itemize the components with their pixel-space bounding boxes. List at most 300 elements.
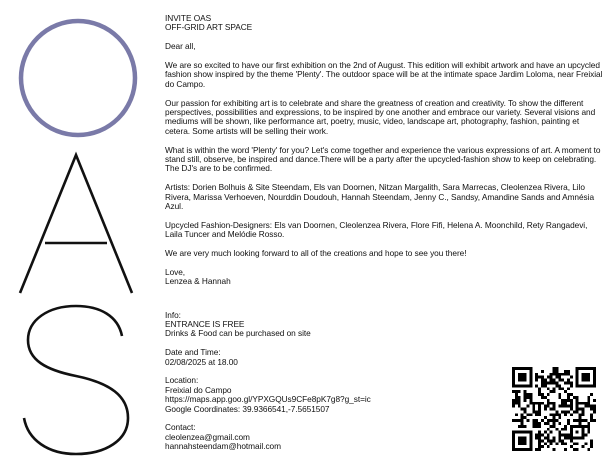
qr-module (515, 396, 518, 399)
qr-module (529, 370, 532, 373)
qr-module (541, 396, 544, 399)
qr-module (582, 373, 585, 376)
qr-module (524, 425, 527, 428)
qr-module (547, 387, 550, 390)
logo-s-stroke (24, 306, 128, 454)
qr-module (538, 402, 541, 405)
qr-module (547, 437, 550, 440)
qr-module (512, 390, 515, 393)
qr-module (529, 434, 532, 437)
qr-module (544, 416, 547, 419)
qr-module (590, 413, 593, 416)
logo-a-stroke (20, 155, 132, 293)
qr-module (521, 408, 524, 411)
qr-module (584, 384, 587, 387)
qr-module (558, 396, 561, 399)
qr-module (570, 434, 573, 437)
qr-module (524, 416, 527, 419)
qr-module (518, 431, 521, 434)
qr-module (576, 431, 579, 434)
qr-module (555, 370, 558, 373)
qr-module (570, 413, 573, 416)
qr-module (558, 373, 561, 376)
qr-module (521, 442, 524, 445)
qr-module (529, 381, 532, 384)
paragraph-designers: Upcycled Fashion-Designers: Els van Doornen, Cleolenzea Rivera, Flore Fifi, Helena A. Moonchild, Rety Rangadevi, Laila Tuncer and Melódie Rosso. (165, 219, 590, 240)
qr-module (512, 419, 515, 422)
qr-module (570, 428, 573, 431)
signature: Lenzea & Hannah (165, 276, 231, 287)
qr-module (526, 393, 529, 396)
qr-module (541, 445, 544, 448)
qr-module (535, 373, 538, 376)
qr-module (582, 379, 585, 382)
signoff (165, 268, 605, 287)
qr-module (541, 402, 544, 405)
qr-module (570, 405, 573, 408)
qr-module (524, 439, 527, 442)
invitation-header (165, 14, 605, 33)
qr-module (553, 425, 556, 428)
contact-email-1[interactable]: cleolenzea@gmail.com (165, 431, 250, 442)
qr-module (512, 384, 515, 387)
qr-module (521, 422, 524, 425)
qr-module (558, 393, 561, 396)
qr-module (561, 399, 564, 402)
qr-module (564, 405, 567, 408)
qr-module (561, 387, 564, 390)
qr-module (576, 376, 579, 379)
qr-module (567, 434, 570, 437)
qr-module (518, 399, 521, 402)
qr-module (582, 434, 585, 437)
qr-module (544, 431, 547, 434)
qr-module (550, 390, 553, 393)
qr-module (524, 408, 527, 411)
qr-module (521, 437, 524, 440)
qr-module (558, 384, 561, 387)
qr-module (582, 445, 585, 448)
qr-module (558, 439, 561, 442)
qr-module (535, 376, 538, 379)
invitation-subtitle: OFF-GRID ART SPACE (165, 22, 253, 33)
qr-module (538, 405, 541, 408)
qr-module (561, 439, 564, 442)
qr-module (564, 437, 567, 440)
qr-module (541, 381, 544, 384)
qr-module (532, 408, 535, 411)
qr-module (584, 405, 587, 408)
qr-module (529, 399, 532, 402)
qr-module (512, 373, 515, 376)
qr-module (524, 399, 527, 402)
qr-module (555, 413, 558, 416)
qr-module (564, 434, 567, 437)
qr-module (515, 367, 518, 370)
qr-module (593, 373, 596, 376)
qr-module (576, 437, 579, 440)
qr-module (576, 370, 579, 373)
qr-module (582, 384, 585, 387)
food-text: Drinks & Food can be purchased on site (165, 328, 311, 339)
qr-module (524, 396, 527, 399)
qr-module (555, 428, 558, 431)
qr-module (544, 437, 547, 440)
qr-module (579, 402, 582, 405)
qr-module (547, 439, 550, 442)
qr-module (538, 422, 541, 425)
qr-module (524, 367, 527, 370)
qr-module (587, 448, 590, 451)
qr-module (590, 405, 593, 408)
qr-module (561, 373, 564, 376)
qr-module (529, 373, 532, 376)
qr-module (521, 367, 524, 370)
qr-module (576, 410, 579, 413)
qr-module (544, 381, 547, 384)
qr-module (584, 376, 587, 379)
qr-module (524, 390, 527, 393)
qr-module (526, 419, 529, 422)
qr-module (584, 425, 587, 428)
qr-module (529, 384, 532, 387)
qr-module (535, 448, 538, 451)
qr-module (538, 410, 541, 413)
qr-module (550, 376, 553, 379)
qr-module (518, 437, 521, 440)
qr-module (526, 431, 529, 434)
qr-module (555, 367, 558, 370)
qr-module (541, 384, 544, 387)
qr-module (550, 442, 553, 445)
qr-module (558, 416, 561, 419)
qr-module (553, 416, 556, 419)
qr-module (512, 405, 515, 408)
qr-module (529, 393, 532, 396)
qr-module (512, 399, 515, 402)
qr-module (538, 445, 541, 448)
invitation-title: INVITE OAS (165, 13, 212, 23)
paragraph-closing-note: We are very much looking forward to all of the creations and hope to see you there! (165, 248, 467, 259)
qr-module (570, 437, 573, 440)
qr-module (518, 405, 521, 408)
qr-module (567, 393, 570, 396)
paragraph-passion: Our passion for exhibiting art is to celebrate and share the greatness of creation and creativity. To show the different perspectives, possibilities and expressions, to be inspired by one another and embrace our variety. Several visions and mediums will be shown, like performance art, poetry, music, video, landscape art, photography, fashion, painting et cetera. Some artists will be selling their work. (165, 97, 598, 136)
qr-module (567, 405, 570, 408)
qr-module (584, 419, 587, 422)
qr-module (524, 442, 527, 445)
qr-module (515, 402, 518, 405)
qr-code-icon[interactable] (512, 367, 596, 451)
qr-module (576, 402, 579, 405)
qr-module (547, 402, 550, 405)
qr-module (579, 425, 582, 428)
qr-module (553, 373, 556, 376)
qr-module (529, 396, 532, 399)
qr-module (564, 370, 567, 373)
qr-module (526, 413, 529, 416)
qr-module (570, 381, 573, 384)
qr-module (550, 431, 553, 434)
qr-module (544, 379, 547, 382)
qr-module (587, 431, 590, 434)
qr-module (538, 390, 541, 393)
qr-module (547, 445, 550, 448)
qr-module (547, 399, 550, 402)
qr-module (515, 393, 518, 396)
qr-module (570, 384, 573, 387)
qr-module (564, 390, 567, 393)
qr-module (593, 408, 596, 411)
qr-module (582, 408, 585, 411)
qr-module (512, 381, 515, 384)
datetime-value: 02/08/2025 at 18.00 (165, 356, 238, 367)
qr-module (547, 376, 550, 379)
qr-module (512, 448, 515, 451)
qr-module (538, 387, 541, 390)
qr-module (587, 405, 590, 408)
qr-module (593, 370, 596, 373)
qr-module (515, 448, 518, 451)
qr-module (584, 367, 587, 370)
qr-module (518, 439, 521, 442)
qr-module (590, 439, 593, 442)
qr-module (547, 422, 550, 425)
qr-module (535, 437, 538, 440)
qr-module (555, 419, 558, 422)
qr-module (558, 405, 561, 408)
qr-module (593, 367, 596, 370)
qr-module (521, 376, 524, 379)
qr-module (579, 413, 582, 416)
qr-module (532, 402, 535, 405)
qr-module (547, 381, 550, 384)
qr-module (555, 410, 558, 413)
qr-module (553, 408, 556, 411)
closing-word: Love, (165, 266, 186, 277)
qr-module (518, 376, 521, 379)
qr-module (544, 442, 547, 445)
qr-module (521, 448, 524, 451)
qr-module (535, 384, 538, 387)
qr-module (590, 384, 593, 387)
qr-module (564, 425, 567, 428)
qr-module (564, 402, 567, 405)
qr-module (555, 373, 558, 376)
qr-module (587, 425, 590, 428)
qr-module (544, 396, 547, 399)
qr-module (584, 379, 587, 382)
qr-module (521, 373, 524, 376)
contact-email-2[interactable]: hannahsteendam@hotmail.com (165, 441, 281, 452)
qr-module (512, 367, 515, 370)
qr-module (570, 431, 573, 434)
qr-module (587, 367, 590, 370)
qr-module (567, 373, 570, 376)
qr-module (582, 410, 585, 413)
qr-module (582, 437, 585, 440)
qr-module (524, 410, 527, 413)
qr-module (587, 376, 590, 379)
qr-module (584, 402, 587, 405)
qr-module (538, 439, 541, 442)
qr-module (538, 376, 541, 379)
qr-module (567, 419, 570, 422)
qr-module (579, 422, 582, 425)
qr-module (524, 393, 527, 396)
qr-module (570, 393, 573, 396)
qr-module (529, 402, 532, 405)
qr-module (521, 425, 524, 428)
qr-module (590, 419, 593, 422)
qr-module (576, 448, 579, 451)
qr-module (582, 402, 585, 405)
qr-module (584, 434, 587, 437)
qr-module (576, 381, 579, 384)
qr-module (518, 402, 521, 405)
qr-module (553, 413, 556, 416)
qr-module (550, 408, 553, 411)
qr-module (550, 379, 553, 382)
qr-module (564, 381, 567, 384)
qr-module (512, 376, 515, 379)
qr-module (590, 393, 593, 396)
qr-module (593, 379, 596, 382)
location-url[interactable]: https://maps.app.goo.gl/YPXGQUs9CFe8pK7g8?g_st=ic (165, 394, 371, 405)
qr-module (553, 367, 556, 370)
qr-module (587, 379, 590, 382)
qr-module (558, 434, 561, 437)
qr-module (529, 431, 532, 434)
qr-module (524, 376, 527, 379)
qr-module (579, 384, 582, 387)
qr-module (579, 367, 582, 370)
qr-module (576, 442, 579, 445)
qr-module (561, 434, 564, 437)
qr-module (570, 425, 573, 428)
qr-module (526, 384, 529, 387)
qr-module (573, 425, 576, 428)
qr-module (576, 425, 579, 428)
qr-module (561, 442, 564, 445)
qr-module (564, 442, 567, 445)
qr-module (567, 370, 570, 373)
qr-module (576, 379, 579, 382)
qr-module (535, 434, 538, 437)
qr-module (535, 413, 538, 416)
qr-module (579, 437, 582, 440)
qr-module (570, 399, 573, 402)
qr-module (526, 367, 529, 370)
qr-module (553, 419, 556, 422)
qr-module (587, 396, 590, 399)
qr-module (593, 405, 596, 408)
qr-module (579, 419, 582, 422)
qr-module (576, 419, 579, 422)
qr-module (553, 390, 556, 393)
qr-module (553, 387, 556, 390)
qr-module (555, 381, 558, 384)
qr-module (524, 431, 527, 434)
qr-module (526, 405, 529, 408)
qr-module (573, 419, 576, 422)
qr-module (593, 384, 596, 387)
location-coordinates: Google Coordinates: 39.9366541,-7.5651507 (165, 403, 330, 414)
qr-module (524, 373, 527, 376)
qr-module (582, 413, 585, 416)
qr-module (550, 413, 553, 416)
qr-module (561, 402, 564, 405)
qr-module (564, 399, 567, 402)
qr-module (553, 422, 556, 425)
qr-module (512, 445, 515, 448)
qr-module (547, 419, 550, 422)
qr-module (535, 379, 538, 382)
qr-module (532, 422, 535, 425)
qr-module (547, 434, 550, 437)
qr-module (567, 422, 570, 425)
qr-module (553, 381, 556, 384)
logo-letter-s (14, 300, 138, 460)
qr-module (535, 410, 538, 413)
datetime-block (165, 348, 605, 367)
qr-module (590, 367, 593, 370)
qr-module (590, 445, 593, 448)
qr-module (529, 413, 532, 416)
qr-module (573, 396, 576, 399)
qr-module (564, 413, 567, 416)
qr-module (555, 384, 558, 387)
qr-module (590, 442, 593, 445)
qr-module (521, 431, 524, 434)
qr-module (573, 442, 576, 445)
qr-module (550, 439, 553, 442)
qr-module (541, 376, 544, 379)
qr-module (582, 428, 585, 431)
qr-module (541, 379, 544, 382)
qr-module (547, 405, 550, 408)
qr-module (538, 408, 541, 411)
qr-module (555, 442, 558, 445)
qr-module (567, 437, 570, 440)
qr-module (593, 419, 596, 422)
qr-module (576, 405, 579, 408)
qr-module (550, 419, 553, 422)
qr-module (587, 373, 590, 376)
qr-module (576, 408, 579, 411)
qr-module (564, 373, 567, 376)
qr-module (587, 422, 590, 425)
qr-module (561, 405, 564, 408)
qr-module (538, 393, 541, 396)
qr-module (584, 373, 587, 376)
qr-module (529, 439, 532, 442)
qr-module (584, 442, 587, 445)
qr-module (567, 410, 570, 413)
qr-module (587, 428, 590, 431)
qr-module (587, 384, 590, 387)
qr-module (553, 448, 556, 451)
qr-module (535, 402, 538, 405)
qr-module (576, 373, 579, 376)
logo-letter-o (16, 16, 140, 140)
qr-module (576, 399, 579, 402)
qr-module (518, 384, 521, 387)
qr-module (576, 396, 579, 399)
qr-module (570, 376, 573, 379)
qr-module (524, 384, 527, 387)
qr-module (564, 428, 567, 431)
